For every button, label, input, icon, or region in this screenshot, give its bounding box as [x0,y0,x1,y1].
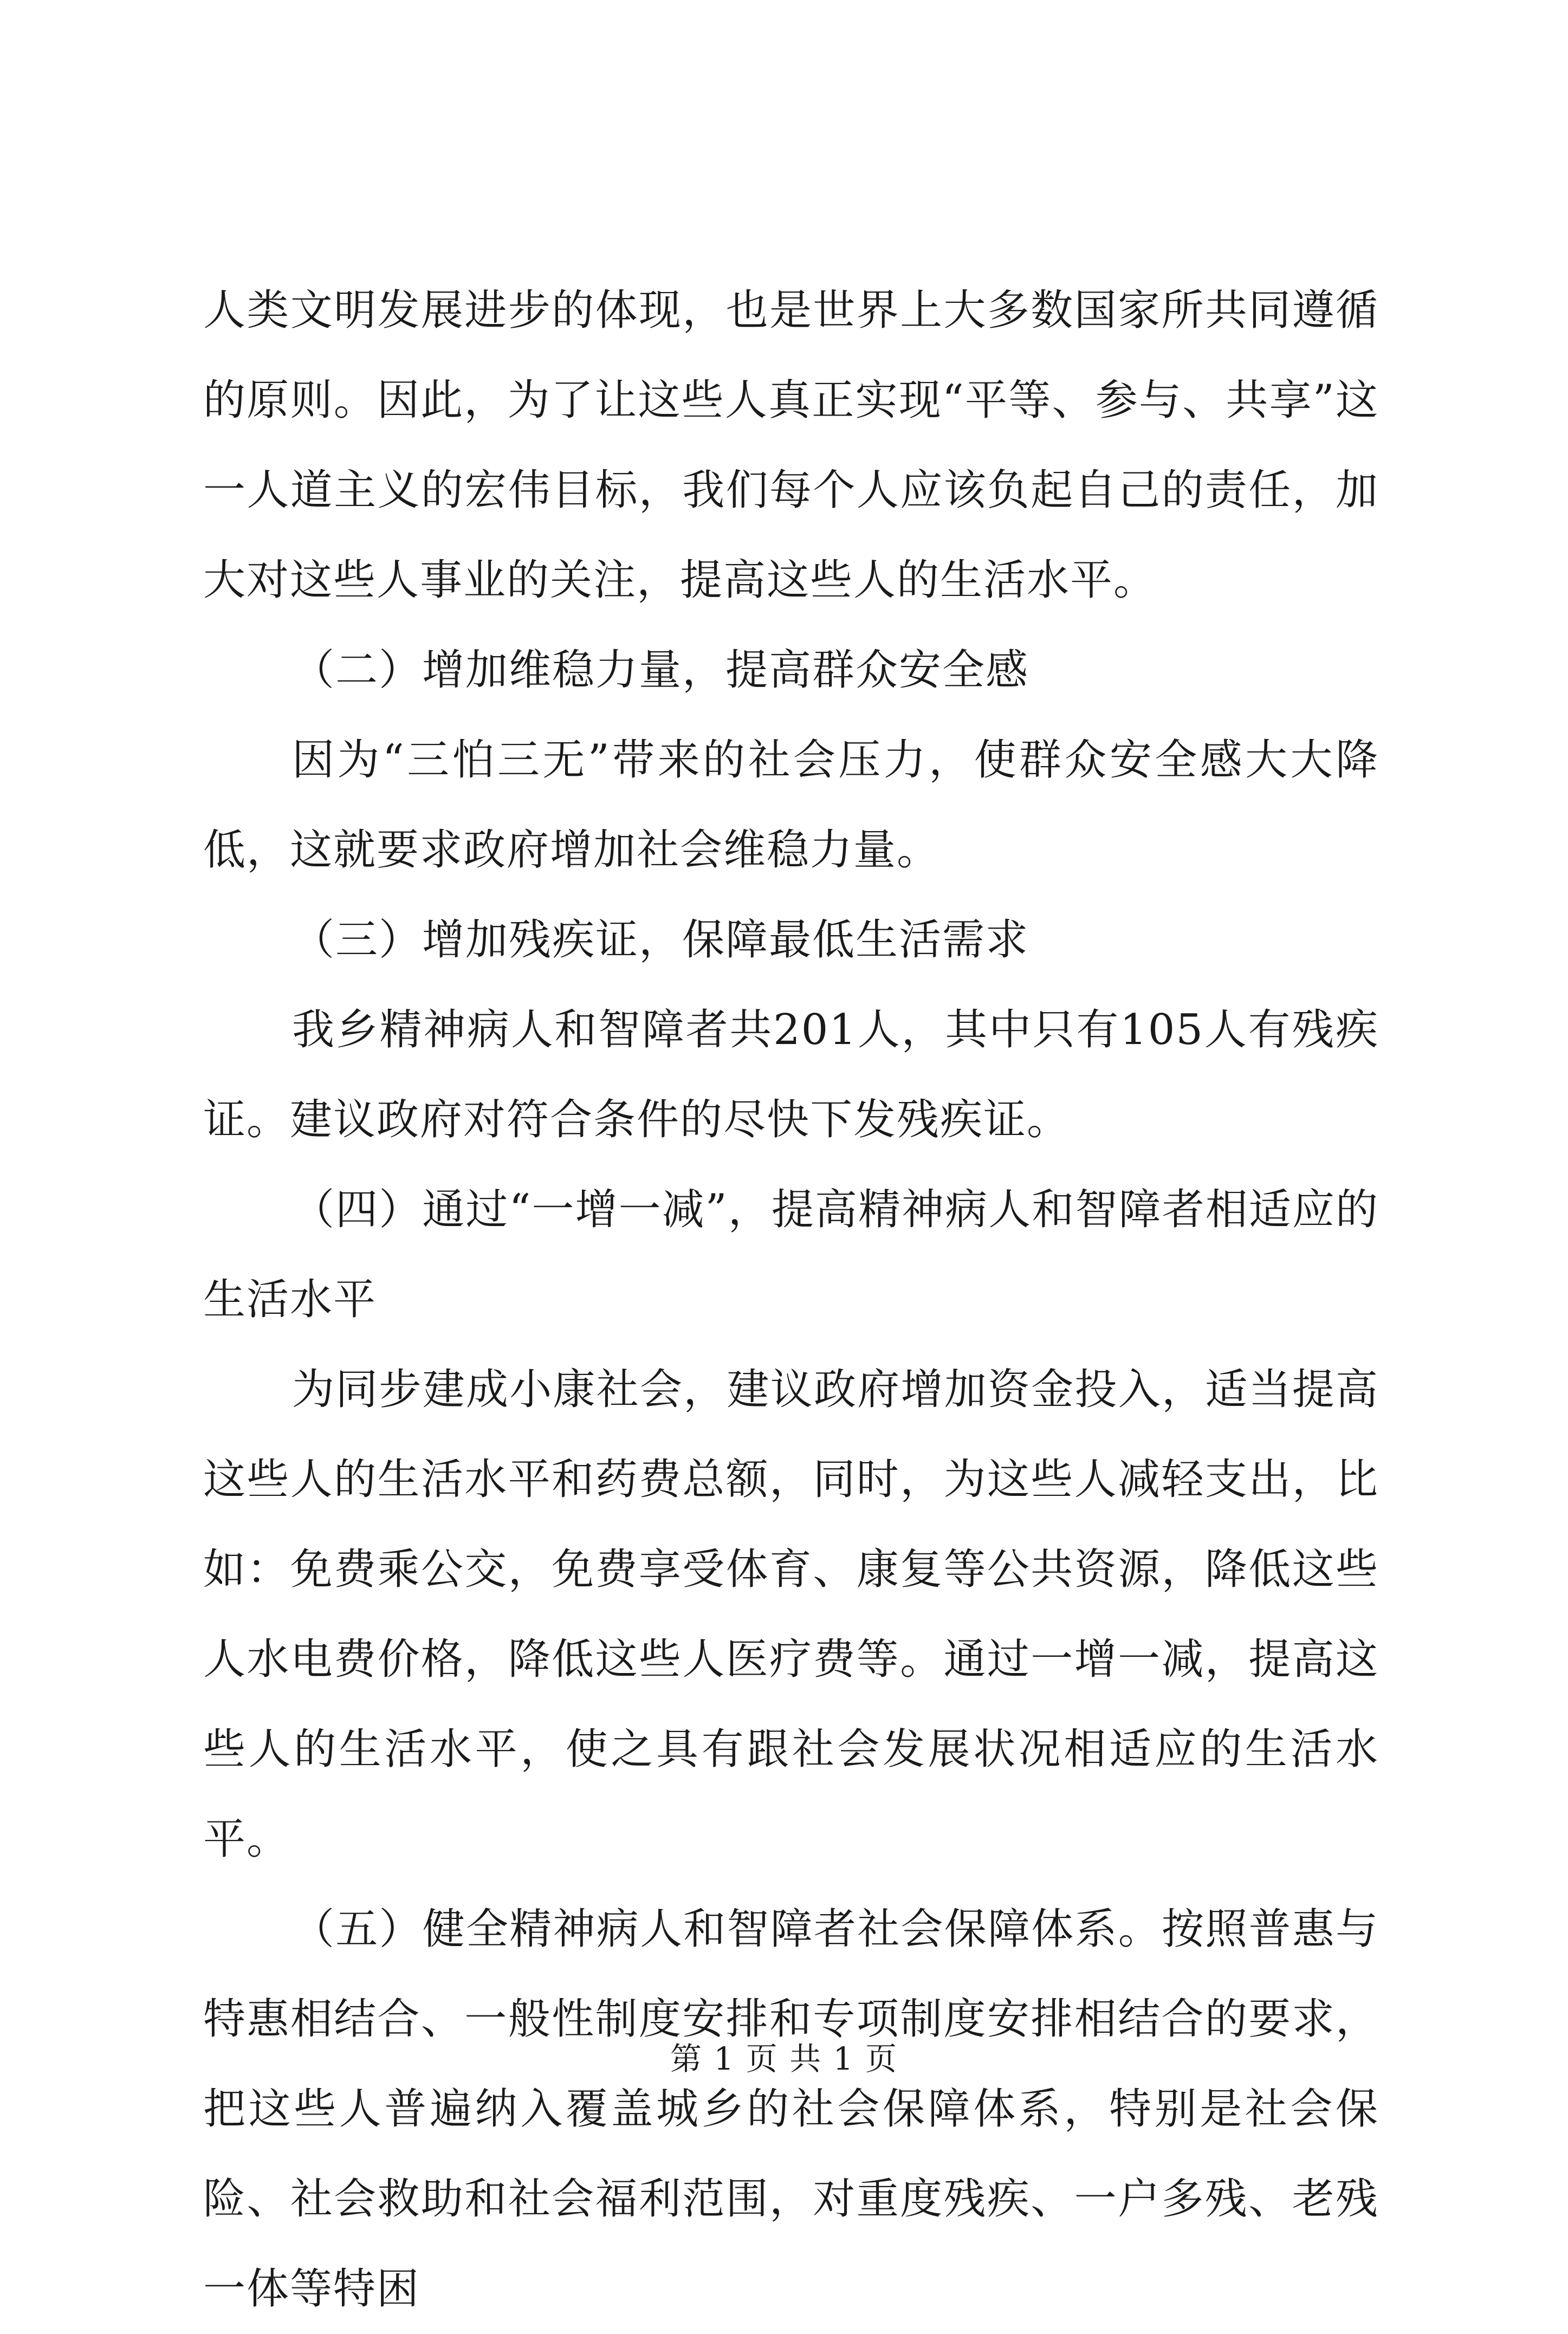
paragraph-stability: 因为“三怕三无”带来的社会压力，使群众安全感大大降低，这就要求政府增加社会维稳力量。 [203,736,1379,874]
page-number-label: 第 1 页 共 1 页 [670,2040,898,2077]
paragraph-disability-cards: 我乡精神病人和智障者共201人，其中只有105人有残疾证。建议政府对符合条件的尽快下发残疾证。 [203,1006,1379,1144]
section-heading-4: （四）通过“一增一减”，提高精神病人和智障者相适应的生活水平 [203,1185,1379,1324]
paragraph-social-security: （五）健全精神病人和智障者社会保障体系。按照普惠与特惠相结合、一般性制度安排和专项制度安排相结合的要求，把这些人普遍纳入覆盖城乡的社会保障体系，特别是社会保险、社会救助和社会福利范围，对重度残疾、一户多残、老残一体等特困 [203,1905,1379,2313]
paragraph-intro-continuation: 人类文明发展进步的体现，也是世界上大多数国家所共同遵循的原则。因此，为了让这些人真正实现“平等、参与、共享”这一人道主义的宏伟目标，我们每个人应该负起自己的责任，加大对这些人事业的关注，提高这些人的生活水平。 [203,286,1379,605]
page-footer [0,2037,1568,2080]
document-body [203,265,1379,2334]
section-heading-2: （二）增加维稳力量，提高群众安全感 [292,646,1029,695]
paragraph-living-standard: 为同步建成小康社会，建议政府增加资金投入，适当提高这些人的生活水平和药费总额，同时，为这些人减轻支出，比如：免费乘公交，免费享受体育、康复等公共资源，降低这些人水电费价格，降低这些人医疗费等。通过一增一减，提高这些人的生活水平，使之具有跟社会发展状况相适应的生活水平。 [203,1365,1379,1864]
section-heading-3: （三）增加残疾证，保障最低生活需求 [292,916,1029,964]
